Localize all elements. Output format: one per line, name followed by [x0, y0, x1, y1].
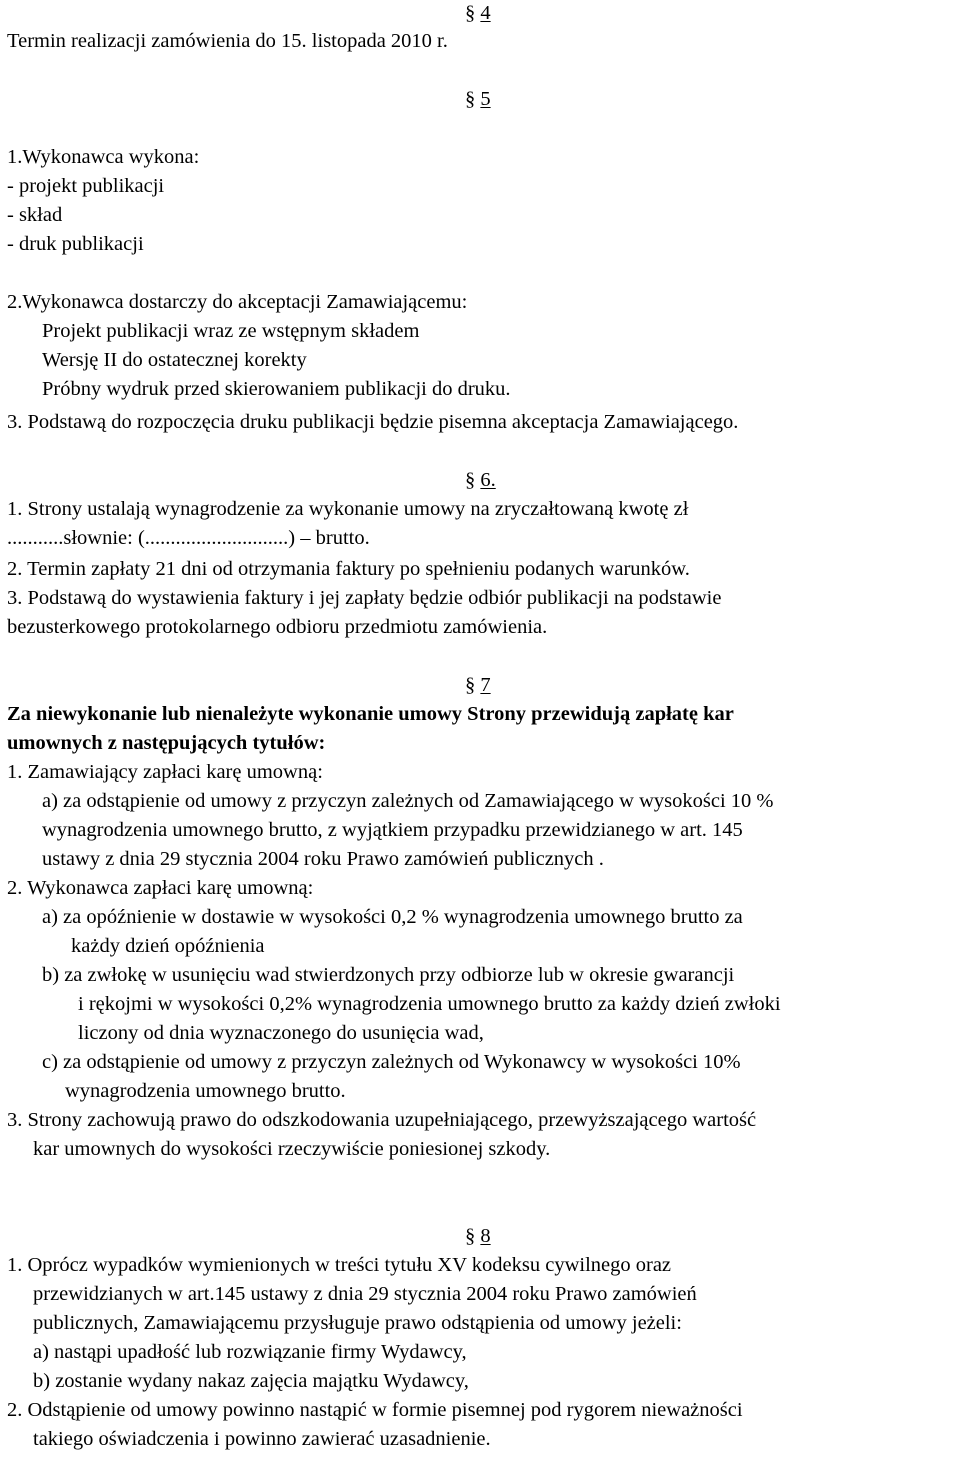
section-6-heading — [465, 470, 496, 491]
paragraph-line: każdy dzień opóźnienia — [71, 935, 265, 957]
section-4-heading — [465, 3, 491, 24]
paragraph-line: bezusterkowego protokolarnego odbioru przedmiotu zamówienia. — [7, 616, 548, 638]
paragraph-line: Projekt publikacji wraz ze wstępnym składem — [42, 320, 420, 342]
paragraph-line: 1. Oprócz wypadków wymienionych w treści tytułu XV kodeksu cywilnego oraz — [7, 1254, 672, 1276]
paragraph-line: 2. Termin zapłaty 21 dni od otrzymania faktury po spełnieniu podanych warunków. — [7, 558, 690, 580]
section-number: 6. — [480, 469, 496, 491]
paragraph-line: - skład — [7, 204, 63, 226]
paragraph-line: publicznych, Zamawiającemu przysługuje prawo odstąpienia od umowy jeżeli: — [33, 1312, 682, 1334]
paragraph-line: Próbny wydruk przed skierowaniem publikacji do druku. — [42, 378, 511, 400]
section-sign: § — [465, 2, 476, 24]
paragraph-line: takiego oświadczenia i powinno zawierać uzasadnienie. — [33, 1428, 491, 1450]
paragraph-line: Wersję II do ostatecznej korekty — [42, 349, 307, 371]
paragraph-line: b) za zwłokę w usunięciu wad stwierdzonych przy odbiorze lub w okresie gwarancji — [42, 964, 735, 986]
section-7-intro-line: umownych z następujących tytułów: — [7, 732, 326, 754]
paragraph-line: 1.Wykonawca wykona: — [7, 146, 200, 168]
paragraph-line: wynagrodzenia umownego brutto. — [65, 1080, 346, 1102]
section-4-text: Termin realizacji zamówienia do 15. listopada 2010 r. — [7, 30, 448, 52]
paragraph-line: wynagrodzenia umownego brutto, z wyjątkiem przypadku przewidzianego w art. 145 — [42, 819, 743, 841]
section-5-heading — [465, 89, 491, 110]
paragraph-line: i rękojmi w wysokości 0,2% wynagrodzenia umownego brutto za każdy dzień zwłoki — [78, 993, 781, 1015]
paragraph-line: ustawy z dnia 29 stycznia 2004 roku Prawo zamówień publicznych . — [42, 848, 604, 870]
section-sign: § — [465, 469, 476, 491]
paragraph-line: liczony od dnia wyznaczonego do usunięcia wad, — [78, 1022, 484, 1044]
section-8-heading — [465, 1226, 491, 1247]
paragraph-line: - druk publikacji — [7, 233, 144, 255]
section-sign: § — [465, 1225, 476, 1247]
paragraph-line: c) za odstąpienie od umowy z przyczyn zależnych od Wykonawcy w wysokości 10% — [42, 1051, 741, 1073]
section-number: 7 — [480, 674, 491, 696]
paragraph-line: kar umownych do wysokości rzeczywiście poniesionej szkody. — [33, 1138, 551, 1160]
paragraph-line: 3. Strony zachowują prawo do odszkodowania uzupełniającego, przewyższającego wartość — [7, 1109, 757, 1131]
paragraph-line: a) nastąpi upadłość lub rozwiązanie firmy Wydawcy, — [33, 1341, 467, 1363]
section-7-heading — [465, 675, 491, 696]
paragraph-line: a) za odstąpienie od umowy z przyczyn zależnych od Zamawiającego w wysokości 10 % — [42, 790, 774, 812]
section-7-intro-line: Za niewykonanie lub nienależyte wykonanie umowy Strony przewidują zapłatę kar — [7, 703, 734, 725]
paragraph-line: ...........słownie: (............................) – brutto. — [7, 527, 370, 549]
section-number: 8 — [480, 1225, 491, 1247]
paragraph-line: a) za opóźnienie w dostawie w wysokości 0,2 % wynagrodzenia umownego brutto za — [42, 906, 743, 928]
paragraph-line: przewidzianych w art.145 ustawy z dnia 29 stycznia 2004 roku Prawo zamówień — [33, 1283, 697, 1305]
section-sign: § — [465, 674, 476, 696]
paragraph-line: 1. Strony ustalają wynagrodzenie za wykonanie umowy na zryczałtowaną kwotę zł — [7, 498, 689, 520]
paragraph-line: 2. Odstąpienie od umowy powinno nastąpić w formie pisemnej pod rygorem nieważności — [7, 1399, 743, 1421]
paragraph-line: 1. Zamawiający zapłaci karę umowną: — [7, 761, 323, 783]
paragraph-line: 2.Wykonawca dostarczy do akceptacji Zamawiającemu: — [7, 291, 468, 313]
section-sign: § — [465, 88, 476, 110]
paragraph-line: 3. Podstawą do wystawienia faktury i jej zapłaty będzie odbiór publikacji na podstawie — [7, 587, 722, 609]
paragraph-line: 2. Wykonawca zapłaci karę umowną: — [7, 877, 314, 899]
paragraph-line: b) zostanie wydany nakaz zajęcia majątku Wydawcy, — [33, 1370, 469, 1392]
section-number: 5 — [480, 88, 491, 110]
paragraph-line: 3. Podstawą do rozpoczęcia druku publikacji będzie pisemna akceptacja Zamawiającego. — [7, 411, 739, 433]
section-number: 4 — [480, 2, 491, 24]
paragraph-line: - projekt publikacji — [7, 175, 165, 197]
